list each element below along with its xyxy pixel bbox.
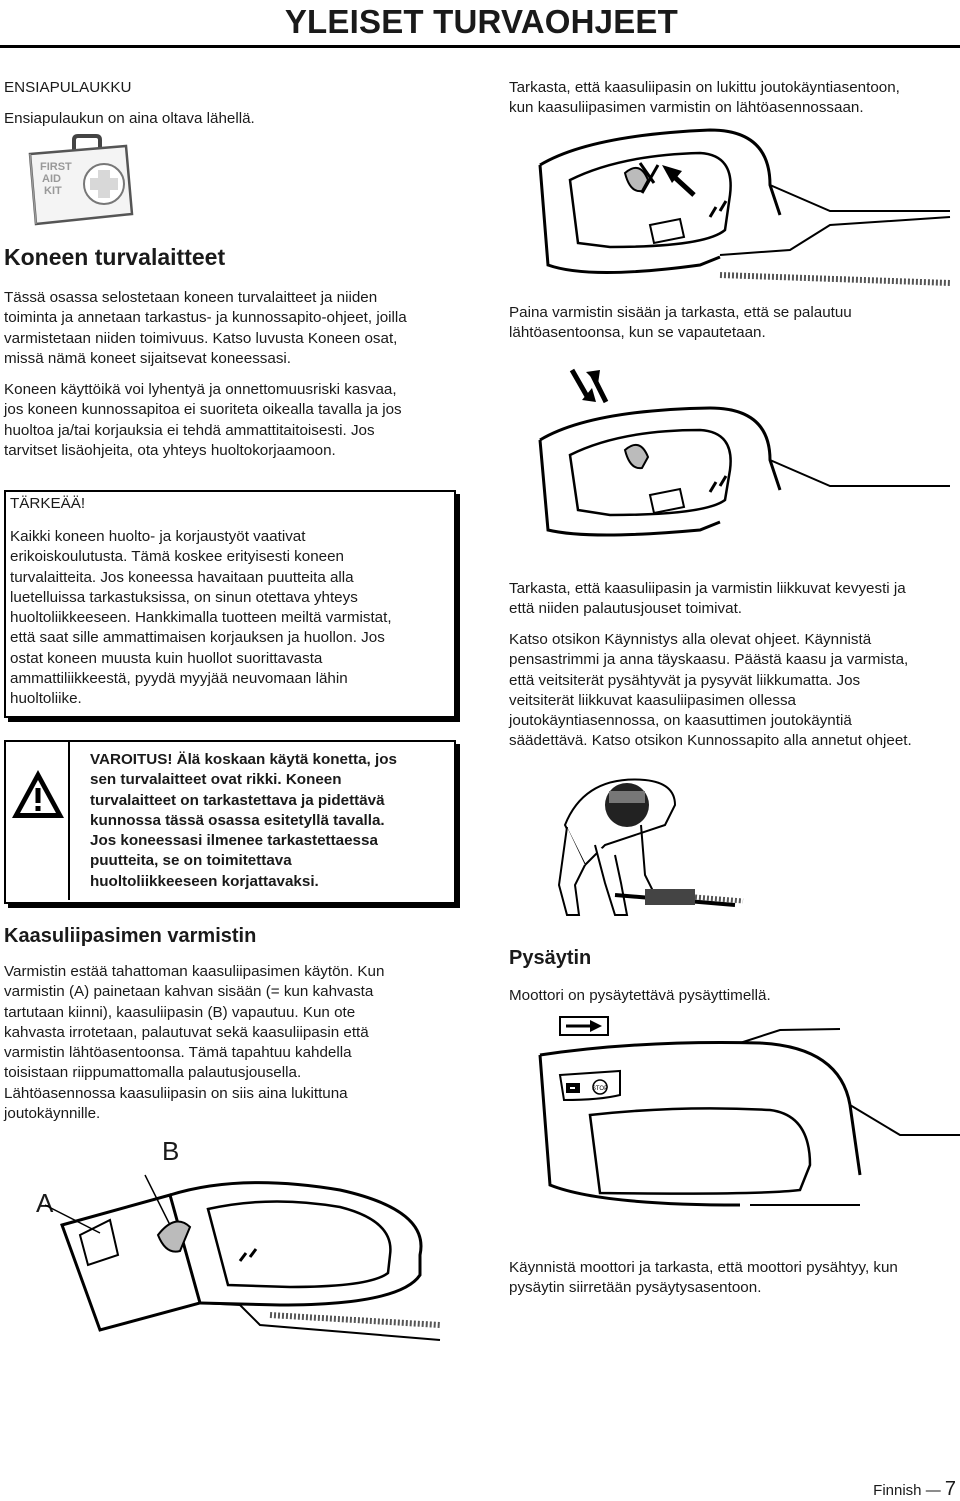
stop-switch-heading: Pysäytin [509,947,592,969]
safety-heading: Koneen turvalaitteet [4,244,226,270]
handle-illustration-press [530,360,950,540]
check4-line: pensastrimmi ja anna täyskaasu. Päästä kaasu ja varmista, [509,651,909,669]
important-line: turvalaitteita. Jos koneessa havaitaan puutteita alla [10,568,354,586]
check2-line: lähtöasentoonsa, kun se vapautetaan. [509,324,766,342]
check4-line: joutokäyntiasennossa, on kaasuttimen joutokäyntiä [509,712,852,730]
warning-line: kunnossa tässä osassa esitetyllä tavalla. [90,811,385,829]
warning-icon-cell [6,742,70,900]
stop-switch-illustration [540,1005,960,1250]
safety-para2 [4,380,402,461]
check1-line: kun kaasuliipasimen varmistin on lähtöasennossaan. [509,99,864,117]
important-text [10,527,392,710]
check4-line: Katso otsikon Käynnistys alla olevat ohjeet. Käynnistä [509,631,872,648]
handle-illustration-locked [530,125,950,295]
check3-text [509,579,906,620]
warning-line: huoltoliikkeeseen korjattavaksi. [90,872,319,890]
first-aid-heading: ENSIAPULAUKKU [4,79,132,96]
check4-line: säädettävä. Katso otsikon Kunnossapito alla annetut ohjeet. [509,732,912,750]
kit-label-first: FIRST [40,161,72,173]
important-line: luetelluissa tarkastuksissa, on sinun otettava yhteys [10,588,358,606]
important-line: huoltoliike. [10,690,82,708]
throttle-lock-line: kahvasta irrotetaan, palautuvat sekä kaasuliipasin että [4,1023,369,1041]
throttle-lock-heading: Kaasuliipasimen varmistin [4,925,257,947]
safety-para2-line: tarvitset lisäohjeita, ota yhteys huoltokorjaamoon. [4,441,336,459]
throttle-lock-line: Lähtöasennossa kaasuliipasin on siis aina lukittuna [4,1084,348,1102]
warning-line: sen turvalaitteet ovat rikki. Koneen [90,771,342,789]
footer-language: Finnish [873,1482,922,1499]
check3-line: että niiden palautusjouset toimivat. [509,600,743,618]
throttle-lock-line: joutokäynnille. [4,1105,101,1123]
safety-para1-line: missä nämä koneet sijaitsevat koneessasi. [4,349,292,367]
check4-line: veitsiterät liikkuvat kaasuliipasimen ollessa [509,691,796,709]
operator-hedge-trimmer-illustration [545,765,745,925]
throttle-lock-text [4,962,384,1124]
stop-check-text [509,1258,898,1299]
important-line: huoltoliikkeeseen. Hankkimalla tuotteen meiltä varmistat, [10,609,392,627]
warning-line: turvalaitteet on tarkastettava ja pidettävä [90,791,385,809]
important-line: erikoiskoulutusta. Tämä koskee erityisesti koneen [10,548,345,566]
title-divider [0,45,960,48]
footer-dash: — [925,1482,945,1499]
safety-para1-line: toiminta ja annetaan tarkastus- ja kunnossapito-ohjeet, joilla [4,309,407,327]
important-line: ostat koneen muusta kuin huollot suorittavasta [10,649,323,667]
label-b: B [162,1136,180,1166]
stop-check-line: Käynnistä moottori ja tarkasta, että moottori pysähtyy, kun [509,1259,898,1276]
stop-switch-text: Moottori on pysäytettävä pysäyttimellä. [509,987,771,1004]
handle-illustration-a-b [40,1165,460,1350]
throttle-lock-line: toisistaan riippumattomalla palautusjousella. [4,1064,302,1082]
safety-para2-line: huoltoa ja/tai korjauksia ei tehdä ammattitaitoisesti. Jos [4,421,375,439]
important-line: Kaikki koneen huolto- ja korjaustyöt vaativat [10,528,306,545]
check4-text [509,630,912,752]
warning-line: Jos koneessasi ilmenee tarkastettaessa [90,832,378,850]
warning-line: puutteita, se on toimitettava [90,852,292,870]
important-heading: TÄRKEÄÄ! [10,495,86,512]
warning-triangle-icon [10,768,66,820]
important-line: ammattiliikkeestä, pyydä myyjää neuvomaan lähin [10,670,348,688]
kit-label-kit: KIT [44,185,62,197]
first-aid-kit-illustration [26,132,136,227]
check4-line: että veitsiterät pysähtyvät ja pysyvät liikkumatta. Jos [509,671,861,689]
stop-check-line: pysäytin siirretään pysäytysasentoon. [509,1279,762,1297]
page-title: YLEISET TURVAOHJEET [284,3,678,40]
first-aid-text: Ensiapulaukun on aina oltava lähellä. [4,110,255,127]
page-number: 7 [944,1478,956,1500]
kit-label-aid: AID [42,173,61,185]
check2-line: Paina varmistin sisään ja tarkasta, että se palautuu [509,304,852,321]
stop-label: STOP [591,1086,609,1092]
throttle-lock-line: tartutaan kiinni), kaasuliipasin (B) vapautuu. Kun ote [4,1003,356,1021]
throttle-lock-line: varmistin (A) painetaan kahvan sisään (= kun kahvasta [4,983,374,1001]
safety-para1-line: varmistetaan niiden toimivuus. Katso luvusta Koneen osat, [4,329,398,347]
safety-para1 [4,288,407,369]
safety-para2-line: Koneen käyttöikä voi lyhentyä ja onnettomuusriski kasvaa, [4,381,397,398]
warning-line: VAROITUS! Älä koskaan käytä konetta, jos [90,751,397,768]
safety-para1-line: Tässä osassa selostetaan koneen turvalaitteet ja niiden [4,289,378,306]
important-line: että saat sille ammattimaisen korjauksen ja huollon. Jos [10,629,385,647]
check1-line: Tarkasta, että kaasuliipasin on lukittu joutokäyntiasentoon, [509,79,900,96]
check2-text [509,303,852,344]
throttle-lock-line: varmistin lähtöasentoonsa. Tämä tapahtuu kahdella [4,1044,352,1062]
warning-text [90,750,397,892]
throttle-lock-line: Varmistin estää tahattoman kaasuliipasimen käytön. Kun [4,963,385,980]
label-a: A [36,1188,54,1218]
check3-line: Tarkasta, että kaasuliipasin ja varmistin liikkuvat kevyesti ja [509,580,906,597]
safety-para2-line: jos koneen kunnossapitoa ei suoriteta oikealla tavalla ja jos [4,401,402,419]
check1-text [509,78,900,119]
